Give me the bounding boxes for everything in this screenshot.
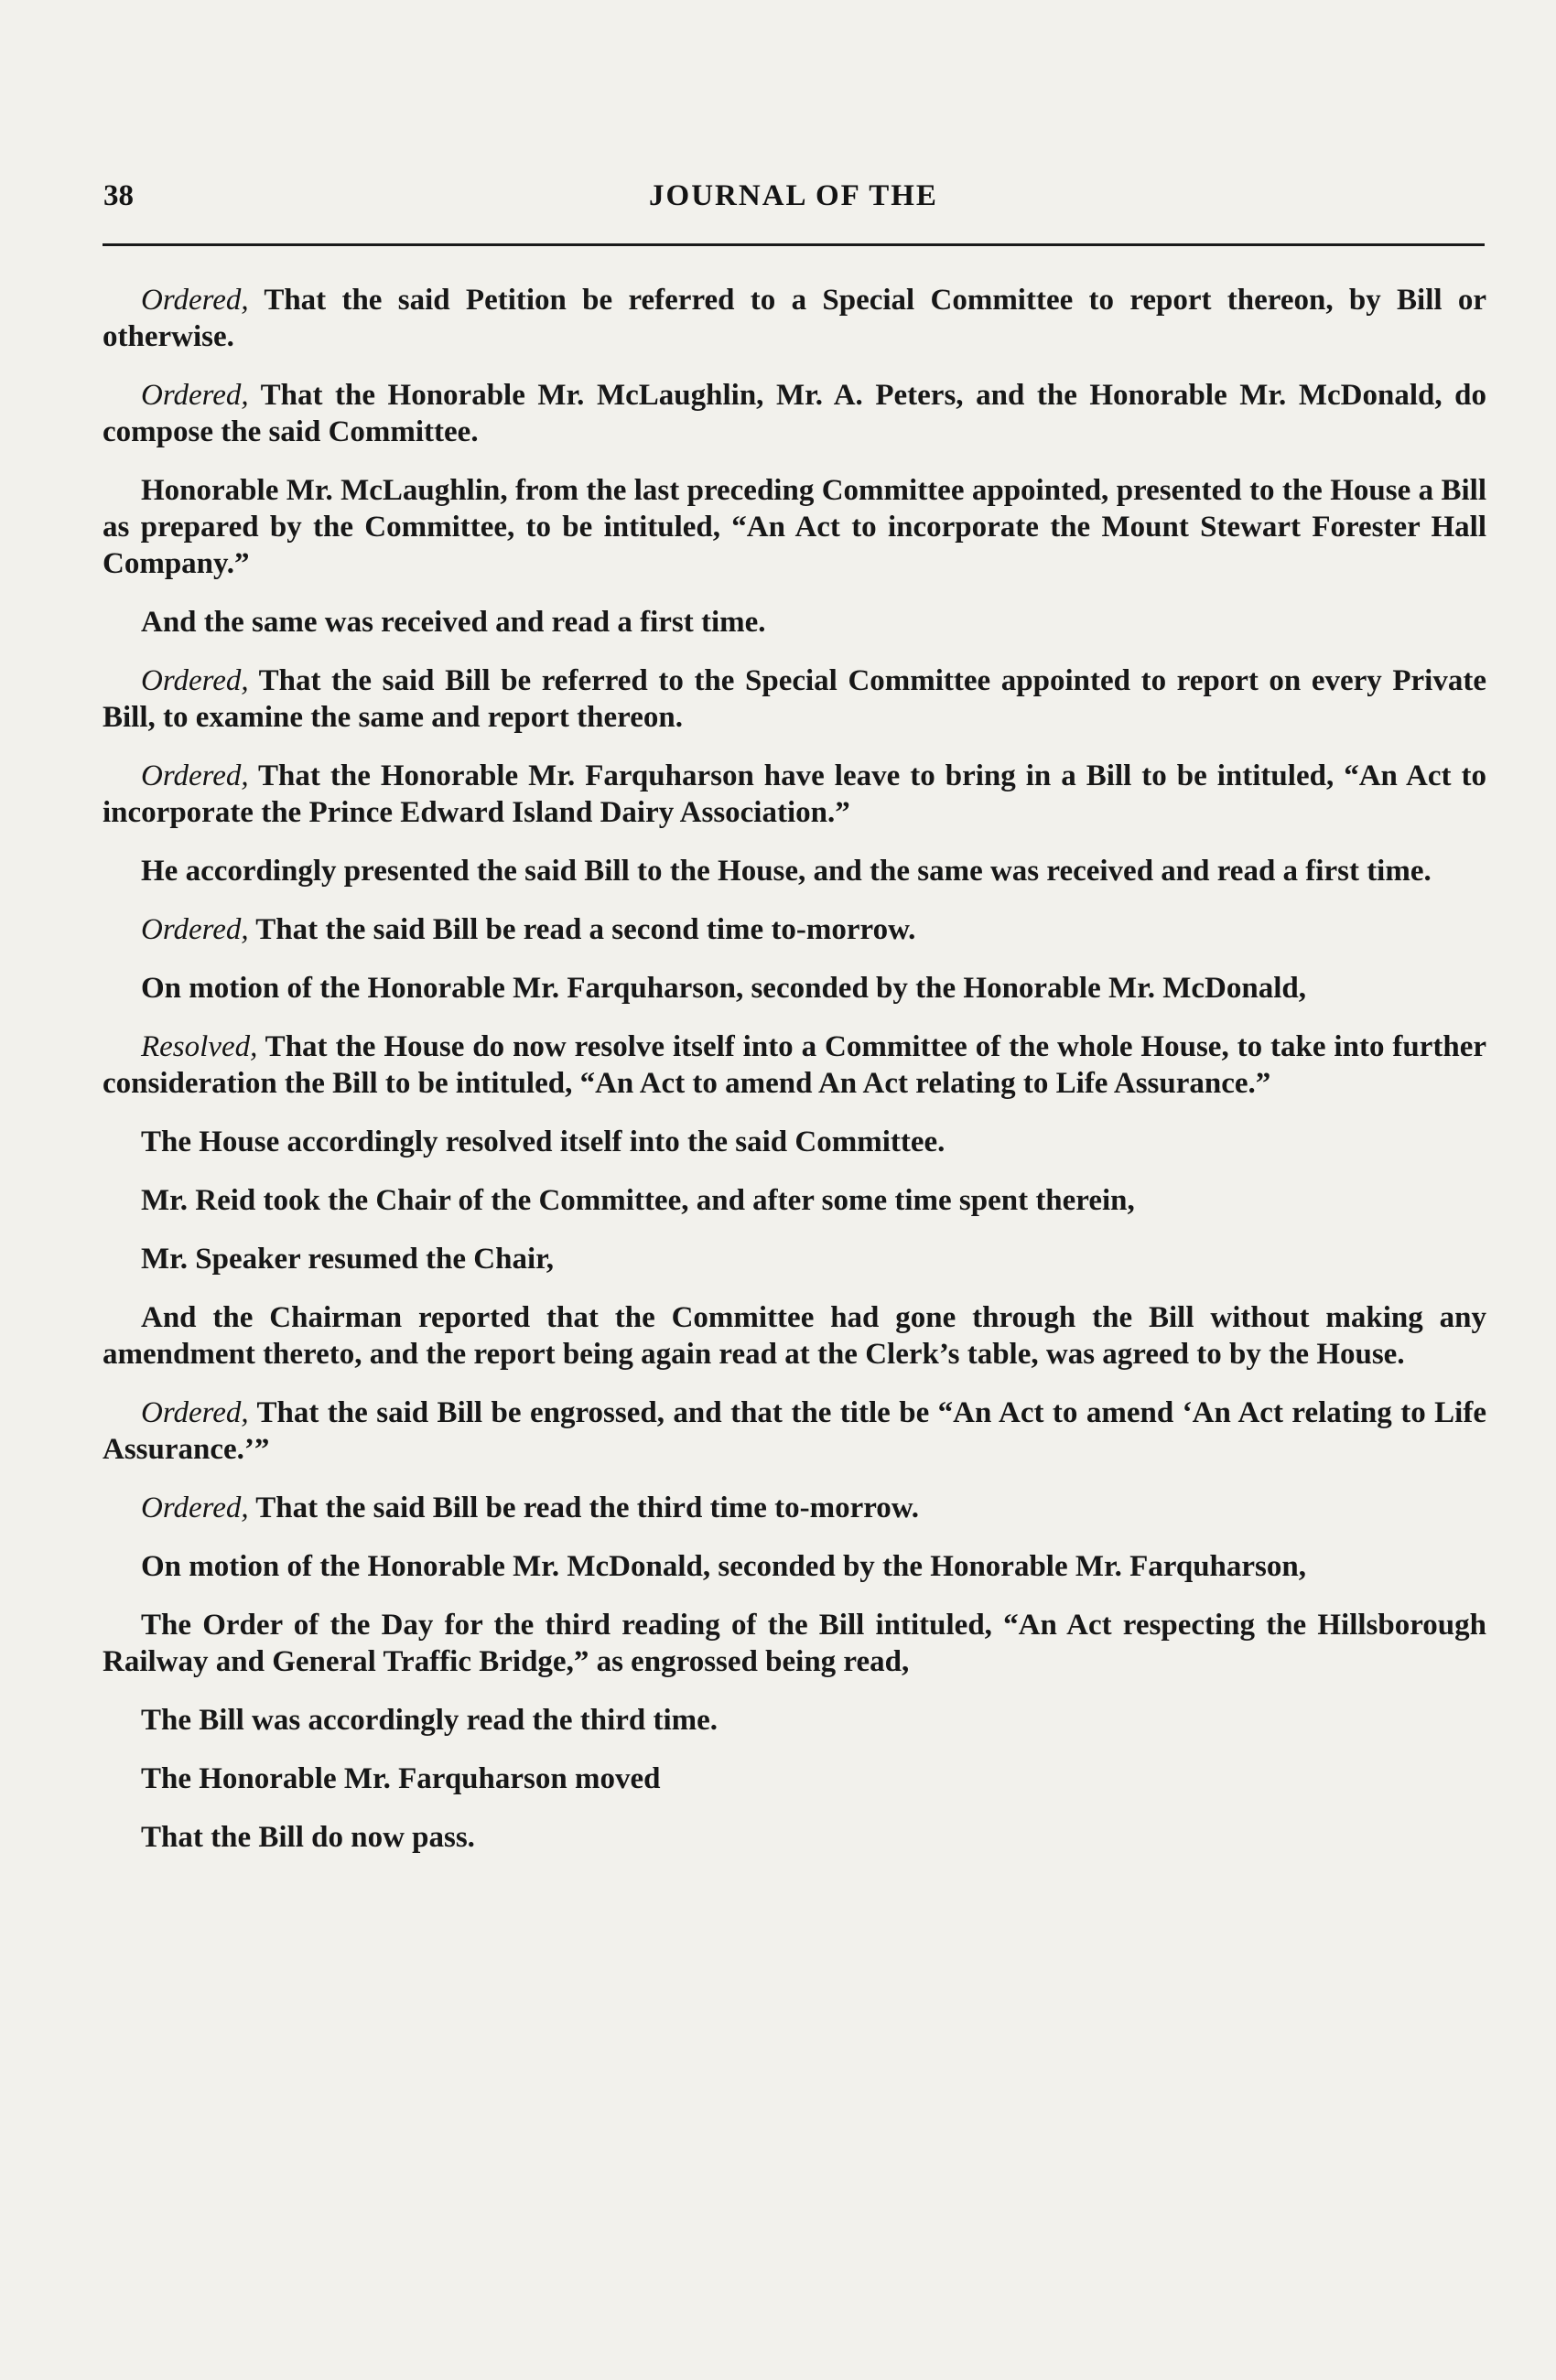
header-rule	[103, 243, 1485, 246]
paragraph-text: Mr. Speaker resumed the Chair,	[141, 1243, 555, 1276]
paragraph-text: Mr. Reid took the Chair of the Committee, and after some time spent therein,	[141, 1184, 1135, 1217]
paragraph-lead: Ordered,	[141, 913, 249, 946]
paragraph-ordered-second-reading	[103, 911, 1486, 948]
paragraph-motion-mcdonald	[103, 1548, 1486, 1585]
page-header	[103, 179, 1484, 225]
paragraph-lead: Ordered,	[141, 664, 249, 697]
paragraph-text: That the Honorable Mr. McLaughlin, Mr. A. Peters, and the Honorable Mr. McDonald, do compose the said Committee.	[103, 379, 1486, 448]
paragraph-presented-bill	[103, 853, 1486, 889]
paragraph-text: That the said Bill be referred to the Special Committee appointed to report on every Private Bill, to examine the same and report thereon.	[103, 664, 1486, 734]
paragraph-order-of-day	[103, 1607, 1486, 1680]
paragraph-text: That the said Bill be read a second time to-morrow.	[248, 913, 916, 946]
paragraph-text: The House accordingly resolved itself into the said Committee.	[141, 1125, 945, 1158]
paragraph-text: On motion of the Honorable Mr. McDonald, seconded by the Honorable Mr. Farquharson,	[141, 1550, 1306, 1583]
paragraph-text: The Order of the Day for the third reading of the Bill intituled, “An Act respecting the Hillsborough Railway and General Traffic Bridge,” as engrossed being read,	[103, 1609, 1486, 1678]
paragraph-motion-farquharson	[103, 970, 1486, 1007]
paragraph-lead: Resolved,	[141, 1030, 258, 1063]
paragraph-text: And the same was received and read a first time.	[141, 606, 766, 639]
paragraph-resolved	[103, 1028, 1486, 1102]
paragraph-lead: Ordered,	[141, 1492, 249, 1524]
paragraph-text: The Honorable Mr. Farquharson moved	[141, 1762, 661, 1795]
paragraph-house-resolved	[103, 1124, 1486, 1160]
paragraph-lead: Ordered,	[141, 379, 249, 412]
paragraph-text: Honorable Mr. McLaughlin, from the last preceding Committee appointed, presented to the House a Bill as prepared by the Committee, to be intituled, “An Act to incorporate the Mount Stewart Forester Hall Company.”	[103, 474, 1486, 580]
paragraph-text: And the Chairman reported that the Committee had gone through the Bill without making any amendment thereto, and the report being again read at the Clerk’s table, was agreed to by the House.	[103, 1301, 1486, 1371]
paragraph-text: He accordingly presented the said Bill to the House, and the same was received and read a first time.	[141, 855, 1432, 888]
paragraph-ordered-referred	[103, 662, 1486, 736]
paragraph-ordered-engrossed	[103, 1395, 1486, 1468]
running-head: JOURNAL OF THE	[649, 179, 938, 212]
page-number: 38	[103, 179, 134, 212]
paragraph-text: That the said Bill be read the third time to-morrow.	[248, 1492, 920, 1524]
paragraph-reid-chair	[103, 1182, 1486, 1219]
paragraph-text: That the Bill do now pass.	[141, 1821, 475, 1854]
paragraph-third-time	[103, 1702, 1486, 1739]
paragraph-ordered-petition	[103, 282, 1486, 355]
paragraph-ordered-third-reading	[103, 1490, 1486, 1526]
paragraph-lead: Ordered,	[141, 284, 249, 317]
paragraph-ordered-committee	[103, 377, 1486, 450]
paragraph-lead: Ordered,	[141, 759, 249, 792]
paragraph-bill-pass	[103, 1819, 1486, 1856]
paragraph-first-reading	[103, 604, 1486, 641]
paragraph-bill-presented	[103, 472, 1486, 582]
paragraph-ordered-leave	[103, 758, 1486, 831]
paragraph-farquharson-moved	[103, 1761, 1486, 1797]
journal-body	[103, 282, 1486, 1878]
paragraph-text: That the said Petition be referred to a Special Committee to report thereon, by Bill or otherwise.	[103, 284, 1486, 353]
paragraph-chairman-reported	[103, 1299, 1486, 1373]
paragraph-text: That the Honorable Mr. Farquharson have leave to bring in a Bill to be intituled, “An Act to incorporate the Prince Edward Island Dairy Association.”	[103, 759, 1486, 829]
paragraph-text: On motion of the Honorable Mr. Farquharson, seconded by the Honorable Mr. McDonald,	[141, 972, 1306, 1005]
paragraph-text: The Bill was accordingly read the third time.	[141, 1704, 719, 1737]
paragraph-lead: Ordered,	[141, 1396, 249, 1429]
paragraph-text: That the said Bill be engrossed, and that the title be “An Act to amend ‘An Act relating to Life Assurance.’”	[103, 1396, 1486, 1466]
paragraph-text: That the House do now resolve itself into a Committee of the whole House, to take into further consideration the Bill to be intituled, “An Act to amend An Act relating to Life Assurance.”	[103, 1030, 1486, 1100]
paragraph-speaker-resumed	[103, 1241, 1486, 1277]
